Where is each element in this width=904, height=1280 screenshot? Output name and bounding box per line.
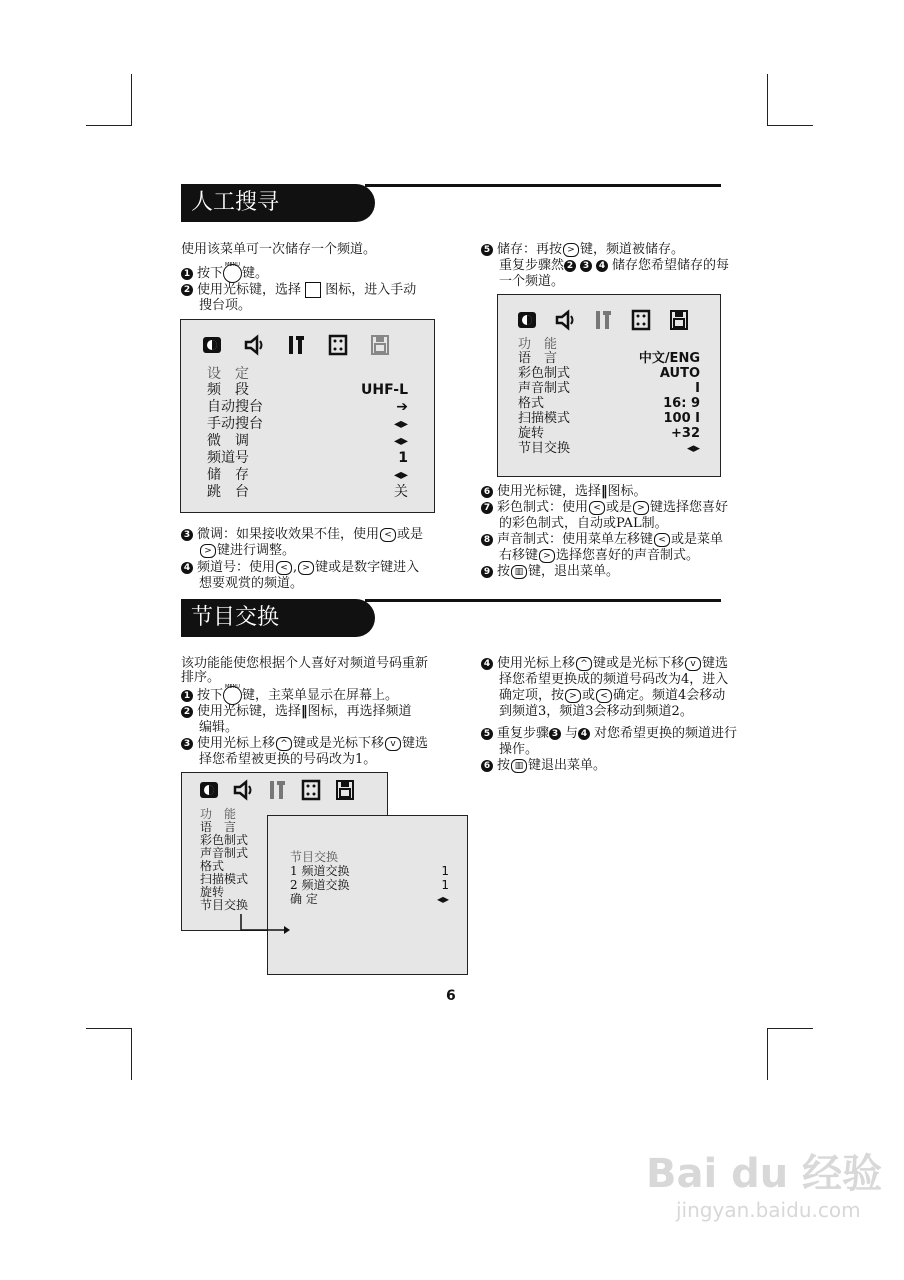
step-7-cont: 的彩色制式，自动或PAL制。 bbox=[499, 516, 668, 531]
menu-icon-bar bbox=[198, 779, 356, 801]
menu-key-label: MENU bbox=[225, 262, 240, 268]
step-text: 选择您喜好的声音制式。 bbox=[556, 548, 700, 563]
menu-row-value: AUTO bbox=[659, 366, 700, 381]
step-text: 键或是光标下移 bbox=[593, 656, 685, 671]
menu-row-label[interactable]: 声音制式 bbox=[200, 846, 249, 860]
crop-mark bbox=[767, 1028, 813, 1029]
step-number: 6 bbox=[481, 760, 493, 772]
page-number: 6 bbox=[446, 988, 456, 1004]
menu-row-value: 关 bbox=[394, 484, 408, 500]
step-text: 彩色制式：使用 bbox=[497, 500, 589, 515]
menu-screen-program-swap bbox=[267, 815, 468, 975]
step-text: 使用光标键，选择 bbox=[197, 282, 302, 298]
menu-row-label[interactable]: 格式 bbox=[200, 859, 225, 873]
step-7 bbox=[481, 500, 728, 516]
step-text: 图标，进入手动 bbox=[325, 282, 417, 298]
step-number: 2 bbox=[181, 284, 193, 296]
step-text: 储存：再按 bbox=[497, 242, 563, 257]
step-text: 确定项，按 bbox=[499, 688, 565, 703]
crop-mark bbox=[131, 1028, 132, 1080]
crop-mark bbox=[767, 125, 813, 126]
step-ref-icon: 3 bbox=[580, 260, 592, 272]
step-text: 储存您希望储存的每 bbox=[612, 258, 730, 273]
step-1 bbox=[181, 686, 398, 705]
step-number: 5 bbox=[481, 244, 493, 256]
step-number: 6 bbox=[481, 486, 493, 498]
menu-screen-features bbox=[497, 294, 721, 477]
step-4 bbox=[481, 656, 728, 672]
features-icon bbox=[630, 309, 652, 331]
picture-icon bbox=[516, 309, 538, 331]
right-key-icon: > bbox=[298, 561, 314, 575]
menu-row-label[interactable]: 彩色制式 bbox=[200, 833, 249, 847]
crop-mark bbox=[131, 74, 132, 126]
step-2-cont: 搜台项。 bbox=[199, 298, 252, 313]
features-icon bbox=[300, 779, 322, 801]
step-text: 键选择您喜好 bbox=[650, 500, 729, 515]
step-number: 5 bbox=[481, 728, 493, 740]
menu-row-value: UHF-L bbox=[361, 382, 408, 398]
menu-row-label[interactable]: 声音制式 bbox=[518, 381, 571, 396]
step-text: 频道号：使用 bbox=[197, 560, 276, 575]
watermark-logo: Bai du 经验 bbox=[646, 1151, 883, 1197]
step-text: 键进行调整。 bbox=[217, 543, 296, 558]
step-ref-icon: 3 bbox=[549, 728, 561, 740]
install-icon bbox=[334, 779, 356, 801]
step-5-cont2: 一个频道。 bbox=[499, 274, 565, 289]
menu-key-icon bbox=[223, 264, 242, 283]
step-number: 1 bbox=[181, 690, 193, 702]
left-key-icon: < bbox=[276, 561, 292, 575]
step-text: 声音制式：使用菜单左移键 bbox=[497, 532, 654, 547]
banner-rule bbox=[365, 599, 721, 602]
tools-icon: ‖ bbox=[601, 484, 608, 499]
step-number: 4 bbox=[481, 658, 493, 670]
menu-row-label[interactable]: 扫描模式 bbox=[518, 411, 571, 426]
menu-row-label[interactable]: 跳 台 bbox=[207, 484, 249, 500]
step-5 bbox=[481, 242, 684, 258]
menu-row-label[interactable]: 旋转 bbox=[518, 426, 545, 441]
menu-row-label[interactable]: 微 调 bbox=[207, 433, 249, 449]
step-ref-icon: 4 bbox=[596, 260, 608, 272]
step-6 bbox=[481, 758, 606, 774]
step-2-cont: 编辑。 bbox=[199, 720, 239, 735]
tools-icon bbox=[266, 779, 288, 801]
picture-icon bbox=[198, 779, 220, 801]
menu-row-value: ◂▸ bbox=[393, 433, 408, 449]
intro-text: 排序。 bbox=[181, 670, 221, 685]
step-number: 4 bbox=[181, 562, 193, 574]
step-8-cont bbox=[499, 548, 699, 564]
step-text: 按下 bbox=[197, 266, 224, 281]
section-title: 节目交换 bbox=[181, 599, 375, 637]
step-8 bbox=[481, 532, 723, 548]
step-text: 使用光标键，选择 bbox=[197, 704, 302, 719]
step-number: 3 bbox=[181, 738, 193, 750]
right-key-icon: > bbox=[633, 501, 649, 515]
step-text: 键选 bbox=[702, 656, 729, 671]
menu-row-value: 16: 9 bbox=[663, 396, 700, 411]
menu-row-value: ◂▸ bbox=[393, 467, 408, 483]
sound-icon bbox=[243, 334, 265, 356]
up-key-icon: ^ bbox=[276, 737, 292, 751]
connector-arrow bbox=[236, 912, 296, 936]
section-banner-manual-search bbox=[181, 184, 721, 224]
step-5-cont bbox=[499, 258, 729, 274]
menu-header: 功 能 bbox=[200, 807, 237, 821]
step-text: 确定。频道4会移动 bbox=[613, 688, 726, 703]
tools-icon bbox=[285, 334, 307, 356]
menu-row-label[interactable]: 格式 bbox=[518, 396, 545, 411]
right-key-icon: > bbox=[539, 549, 555, 563]
menu-row-label[interactable]: 确 定 bbox=[290, 892, 318, 906]
step-text: 使用光标键，选择 bbox=[497, 484, 602, 499]
left-key-icon: < bbox=[654, 533, 670, 547]
menu-key-label: MENU bbox=[225, 684, 240, 690]
step-text: 图标，再选择频道 bbox=[307, 704, 412, 719]
section-banner-program-swap bbox=[181, 599, 721, 639]
features-icon bbox=[327, 334, 349, 356]
right-key-icon: > bbox=[200, 544, 216, 558]
step-2 bbox=[181, 282, 416, 299]
step-text: 键，退出菜单。 bbox=[528, 564, 620, 579]
menu-row-value: ◂▸ bbox=[393, 416, 408, 432]
step-number: 9 bbox=[481, 566, 493, 578]
step-text: 键。 bbox=[242, 266, 269, 281]
step-text: 键，主菜单显示在屏幕上。 bbox=[242, 688, 399, 703]
step-text: 微调：如果接收效果不佳，使用 bbox=[197, 527, 380, 542]
step-text: 与 bbox=[565, 726, 579, 741]
step-text: 键退出菜单。 bbox=[528, 758, 607, 773]
intro-text: 该功能能使您根据个人喜好对频道号码重新 bbox=[181, 656, 429, 671]
menu-row-value: ◂▸ bbox=[436, 892, 449, 906]
install-icon bbox=[369, 334, 391, 356]
menu-row-label[interactable]: 手动搜台 bbox=[207, 416, 263, 432]
step-4-cont: 择您希望更换成的频道号码改为4，进入 bbox=[499, 672, 729, 687]
menu-exit-key-icon: ▥ bbox=[511, 565, 527, 579]
menu-icon-bar bbox=[516, 309, 690, 331]
step-6 bbox=[481, 484, 647, 500]
sound-icon bbox=[554, 309, 576, 331]
sound-icon bbox=[232, 779, 254, 801]
step-text: 右移键 bbox=[499, 548, 539, 563]
step-5 bbox=[481, 726, 737, 742]
crop-mark bbox=[767, 1028, 768, 1080]
crop-mark bbox=[86, 125, 132, 126]
menu-row-label[interactable]: 旋转 bbox=[200, 885, 225, 899]
step-text: 按 bbox=[497, 758, 511, 773]
step-ref-icon: 4 bbox=[578, 728, 590, 740]
menu-row-label[interactable]: 储 存 bbox=[207, 467, 249, 483]
step-3 bbox=[181, 527, 423, 543]
step-3-cont: 择您希望被更换的号码改为1。 bbox=[199, 752, 377, 767]
tools-icon: ‖ bbox=[301, 704, 308, 719]
menu-row-label[interactable]: 频道号 bbox=[207, 450, 249, 466]
menu-row-label[interactable]: 扫描模式 bbox=[200, 872, 249, 886]
menu-header: 功 能 bbox=[518, 337, 558, 352]
step-text: 使用光标上移 bbox=[497, 656, 576, 671]
step-number: 2 bbox=[181, 706, 193, 718]
menu-row-value: +32 bbox=[671, 426, 700, 441]
down-key-icon: v bbox=[685, 657, 701, 671]
step-text: 按下 bbox=[197, 688, 224, 703]
down-key-icon: v bbox=[385, 737, 401, 751]
step-5-cont: 操作。 bbox=[499, 742, 539, 757]
step-text: 使用光标上移 bbox=[197, 736, 276, 751]
menu-header: 节目交换 bbox=[290, 850, 339, 864]
step-3 bbox=[181, 736, 428, 752]
install-icon bbox=[305, 282, 321, 298]
menu-row-value: 1 bbox=[441, 864, 449, 878]
right-key-icon: > bbox=[563, 243, 579, 257]
crop-mark bbox=[767, 74, 768, 126]
menu-row-label[interactable]: 自动搜台 bbox=[207, 399, 263, 415]
step-text: 键或是数字键进入 bbox=[315, 560, 420, 575]
step-4-cont3: 到频道3，频道3会移动到频道2。 bbox=[499, 704, 693, 719]
left-key-icon: < bbox=[596, 689, 612, 703]
step-4: 4 频道号：使用 < , > 键或是数字键进入 bbox=[181, 560, 419, 576]
step-4-cont2 bbox=[499, 688, 725, 704]
right-key-icon: > bbox=[565, 689, 581, 703]
section-title: 人工搜寻 bbox=[181, 184, 375, 222]
menu-header: 设 定 bbox=[207, 366, 249, 382]
step-text: 键选 bbox=[402, 736, 429, 751]
menu-row-label[interactable]: 节目交换 bbox=[518, 441, 571, 456]
watermark-url: jingyan.baidu.com bbox=[676, 1198, 861, 1222]
menu-row-value: 100 I bbox=[663, 411, 700, 426]
step-3-cont bbox=[199, 543, 295, 559]
crop-mark bbox=[86, 1028, 132, 1029]
step-text: 键或是光标下移 bbox=[293, 736, 385, 751]
step-text: 图标。 bbox=[607, 484, 647, 499]
menu-exit-key-icon: ▥ bbox=[511, 759, 527, 773]
step-1 bbox=[181, 264, 268, 283]
step-number: 7 bbox=[481, 502, 493, 514]
step-2 bbox=[181, 704, 412, 720]
menu-icon-bar bbox=[201, 334, 391, 356]
step-number: 8 bbox=[481, 534, 493, 546]
step-9 bbox=[481, 564, 619, 580]
step-text: 重复步骤然 bbox=[499, 258, 565, 273]
picture-icon bbox=[201, 334, 223, 356]
step-text: 或是 bbox=[606, 500, 633, 515]
left-key-icon: < bbox=[589, 501, 605, 515]
up-key-icon: ^ bbox=[576, 657, 592, 671]
menu-row-label[interactable]: 语 言 bbox=[200, 820, 237, 834]
menu-row-value: 1 bbox=[398, 450, 408, 466]
step-number: 3 bbox=[181, 529, 193, 541]
tools-icon bbox=[592, 309, 614, 331]
menu-row-value: I bbox=[695, 381, 700, 396]
step-4-cont: 想要观赏的频道。 bbox=[199, 576, 304, 591]
banner-rule bbox=[365, 184, 721, 187]
step-text: 或是菜单 bbox=[671, 532, 724, 547]
menu-row-label[interactable]: 频 段 bbox=[207, 382, 249, 398]
menu-row-label[interactable]: 2 频道交换 bbox=[290, 878, 350, 892]
step-text: 键，频道被储存。 bbox=[580, 242, 685, 257]
menu-row-label[interactable]: 节目交换 bbox=[200, 898, 249, 912]
left-key-icon: < bbox=[380, 528, 396, 542]
intro-text: 使用该菜单可一次储存一个频道。 bbox=[181, 242, 377, 257]
menu-row-label[interactable]: 1 频道交换 bbox=[290, 864, 350, 878]
step-text: 按 bbox=[497, 564, 511, 579]
step-number: 1 bbox=[181, 268, 193, 280]
install-icon bbox=[668, 309, 690, 331]
menu-key-icon bbox=[223, 686, 242, 705]
menu-row-value: 中文/ENG bbox=[638, 351, 700, 366]
menu-row-value: ➔ bbox=[396, 399, 408, 415]
step-text: 或 bbox=[582, 688, 596, 703]
step-text: 对您希望更换的频道进行 bbox=[594, 726, 738, 741]
menu-screen-install bbox=[180, 319, 435, 513]
menu-row-label[interactable]: 彩色制式 bbox=[518, 366, 571, 381]
step-text: 或是 bbox=[397, 527, 424, 542]
step-text: 重复步骤 bbox=[497, 726, 550, 741]
step-ref-icon: 2 bbox=[564, 260, 576, 272]
menu-row-value: 1 bbox=[441, 878, 449, 892]
menu-row-value: ◂▸ bbox=[686, 441, 700, 456]
menu-row-label[interactable]: 语 言 bbox=[518, 351, 558, 366]
